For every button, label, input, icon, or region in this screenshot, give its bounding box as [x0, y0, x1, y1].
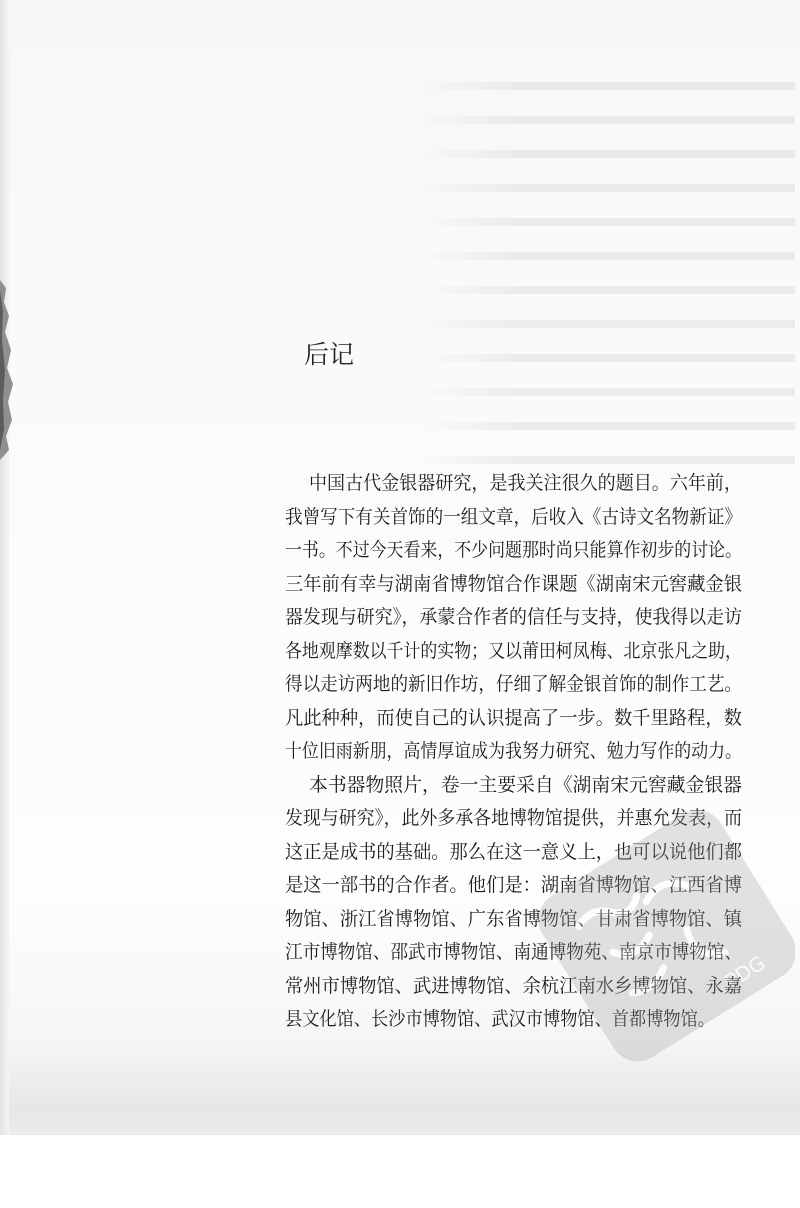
text-line-content: 一书。不过今天看来，不少问题那时尚只能算作初步的讨论。: [285, 539, 742, 561]
text-line-content: 三年前有幸与湖南省博物馆合作课题《湖南宋元窖藏金银: [285, 572, 742, 595]
text-line-content: 江市博物馆、邵武市博物馆、南通博物苑、南京市博物馆、: [285, 941, 742, 963]
article-body: [285, 467, 742, 1037]
text-line-content: 我曾写下有关首饰的一组文章，后收入《古诗文名物新证》: [285, 505, 742, 528]
text-line-content: 物馆、浙江省博物馆、广东省博物馆、甘肃省博物馆、镇: [285, 907, 742, 930]
text-line-content: 中国古代金银器研究，是我关注很久的题目。六年前，: [309, 472, 742, 494]
text-line: [285, 568, 742, 602]
text-line: [285, 936, 742, 970]
page-left-margin-shadow: [0, 0, 9, 1135]
paragraph-2: [285, 769, 742, 1037]
text-line-content: 这正是成书的基础。那么在这一意义上，也可以说他们都: [285, 840, 742, 863]
text-line: [309, 467, 742, 501]
torn-left-edge: [0, 280, 20, 460]
text-line: [285, 735, 742, 769]
watermark-label: PDG: [720, 950, 770, 994]
bleed-through-text: [420, 60, 795, 480]
text-line: [285, 869, 742, 903]
text-line: [285, 601, 742, 635]
text-line: [285, 635, 742, 669]
text-line: [285, 534, 742, 568]
text-line-content: 各地观摩数以千计的实物；又以莆田柯凤梅、北京张凡之助，: [285, 639, 742, 662]
text-line-content: 常州市博物馆、武进博物馆、余杭江南水乡博物馆、永嘉: [285, 974, 742, 997]
text-line: [309, 769, 742, 803]
paragraph-1: [285, 467, 742, 769]
text-line: [285, 802, 742, 836]
text-line: [285, 970, 742, 1004]
text-line: [285, 903, 742, 937]
text-line-content: 发现与研究》，此外多承各地博物馆提供，并惠允发表，而: [285, 807, 742, 829]
text-line: [285, 702, 742, 736]
text-line: [285, 668, 742, 702]
text-line-content: 县文化馆、长沙市博物馆、武汉市博物馆、首都博物馆。: [285, 1008, 715, 1030]
text-line-content: 器发现与研究》，承蒙合作者的信任与支持，使我得以走访: [285, 606, 742, 628]
text-line-content: 本书器物照片，卷一主要采自《湖南宋元窖藏金银器: [309, 773, 742, 796]
text-line: [285, 1003, 715, 1037]
text-line: [285, 836, 742, 870]
text-line-content: 是这一部书的合作者。他们是：湖南省博物馆、江西省博: [285, 874, 742, 896]
page-title: 后记: [304, 340, 355, 369]
text-line-content: 十位旧雨新朋，高情厚谊成为我努力研究、勉力写作的动力。: [285, 740, 742, 762]
text-line-content: 得以走访两地的新旧作坊，仔细了解金银首饰的制作工艺。: [285, 673, 742, 695]
text-line: [285, 501, 742, 535]
text-line-content: 凡此种种，而使自己的认识提高了一步。数千里路程，数: [285, 706, 742, 729]
